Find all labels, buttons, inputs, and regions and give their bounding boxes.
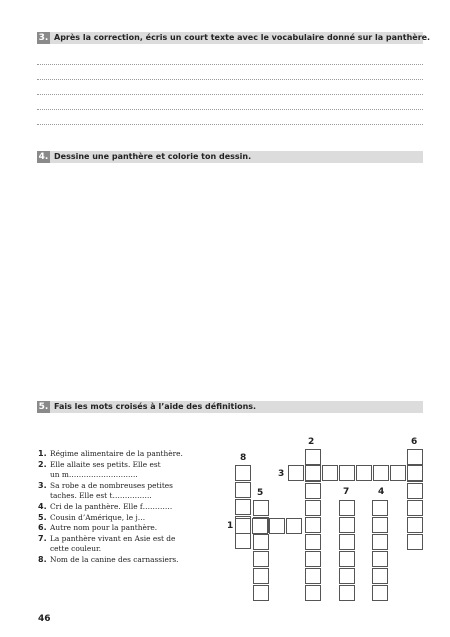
definition-number: 3. (38, 480, 47, 490)
crossword-cell[interactable] (286, 518, 302, 534)
crossword-cell[interactable] (339, 465, 355, 481)
definition-2 (38, 460, 208, 481)
drawing-area[interactable] (37, 170, 423, 395)
definition-text: un m………………………. (50, 470, 138, 480)
definition-number: 6. (38, 523, 47, 533)
crossword-cell[interactable] (372, 551, 388, 567)
definition-text: Nom de la canine des carnassiers. (50, 554, 179, 564)
section-4-header (37, 151, 423, 163)
definition-number: 4. (38, 501, 47, 511)
crossword-cell[interactable] (253, 500, 269, 516)
definition-number: 8. (38, 554, 47, 564)
crossword-cell[interactable] (372, 585, 388, 601)
crossword-cell[interactable] (235, 533, 251, 549)
crossword-cell[interactable] (322, 465, 338, 481)
writing-line-1[interactable] (37, 64, 423, 65)
crossword-cell[interactable] (305, 534, 321, 550)
definition-number: 7. (38, 533, 47, 543)
definition-text: Cousin d’Amérique, le j… (50, 512, 146, 522)
crossword-cell[interactable] (339, 517, 355, 533)
crossword-cell[interactable] (372, 534, 388, 550)
crossword-cell[interactable] (305, 465, 321, 481)
crossword-clue-number: 6 (411, 437, 418, 447)
definition-3 (38, 481, 208, 502)
crossword-cell[interactable] (235, 465, 251, 481)
crossword-cell[interactable] (235, 482, 251, 498)
writing-line-4[interactable] (37, 109, 423, 110)
definition-number: 5. (38, 512, 47, 522)
section-5-header (37, 401, 423, 413)
crossword-clue-number: 7 (343, 487, 350, 497)
crossword-clue-number: 4 (378, 487, 385, 497)
page-number: 46 (38, 614, 51, 624)
crossword-cell[interactable] (339, 585, 355, 601)
section-5-title: Fais les mots croisés à l’aide des définitions. (54, 402, 257, 411)
crossword-cell[interactable] (305, 585, 321, 601)
section-3-title: Après la correction, écris un court texte avec le vocabulaire donné sur la panthère. (54, 33, 431, 42)
crossword-cell[interactable] (288, 465, 304, 481)
crossword-cell[interactable] (305, 551, 321, 567)
writing-line-2[interactable] (37, 79, 423, 80)
definition-1 (38, 449, 208, 460)
definition-text: La panthère vivant en Asie est de (50, 533, 176, 543)
definition-number: 2. (38, 459, 47, 469)
crossword-cell[interactable] (390, 465, 406, 481)
definition-text: Régime alimentaire de la panthère. (50, 449, 183, 458)
writing-line-3[interactable] (37, 94, 423, 95)
crossword-cell[interactable] (407, 483, 423, 499)
section-3-number: 3. (38, 33, 49, 43)
crossword-cell[interactable] (339, 568, 355, 584)
crossword-cell[interactable] (235, 518, 251, 534)
crossword-cell[interactable] (235, 499, 251, 515)
section-3-header (37, 32, 431, 44)
crossword-clue-number: 2 (308, 437, 315, 447)
definition-4 (38, 502, 208, 513)
crossword-cell[interactable] (305, 449, 321, 465)
definition-number: 1. (38, 449, 47, 458)
section-4-number: 4. (38, 152, 49, 162)
definition-5 (38, 513, 208, 524)
definition-text: taches. Elle est t……………. (50, 491, 152, 501)
crossword-clue-number: 1 (227, 521, 234, 531)
crossword-cell[interactable] (253, 585, 269, 601)
crossword-cell[interactable] (253, 551, 269, 567)
crossword-cell[interactable] (339, 534, 355, 550)
crossword-clue-number: 5 (257, 488, 264, 498)
definition-text: Cri de la panthère. Elle f………… (50, 501, 173, 511)
crossword-cell[interactable] (305, 568, 321, 584)
crossword-cell[interactable] (372, 568, 388, 584)
crossword-clue-number: 8 (240, 453, 247, 463)
crossword-cell[interactable] (253, 568, 269, 584)
crossword-cell[interactable] (305, 483, 321, 499)
crossword-cell[interactable] (372, 517, 388, 533)
crossword-cell[interactable] (269, 518, 285, 534)
crossword-cell[interactable] (339, 551, 355, 567)
crossword-cell[interactable] (372, 500, 388, 516)
definition-6 (38, 523, 208, 534)
crossword-cell[interactable] (252, 518, 268, 534)
crossword-clue-number: 3 (278, 469, 285, 479)
definitions-list (38, 449, 208, 566)
crossword-cell[interactable] (407, 534, 423, 550)
definition-text: Sa robe a de nombreuses petites (50, 480, 173, 490)
crossword-cell[interactable] (305, 500, 321, 516)
section-4-title: Dessine une panthère et colorie ton dessin. (54, 152, 252, 161)
crossword-cell[interactable] (407, 517, 423, 533)
crossword-cell[interactable] (305, 517, 321, 533)
definition-text: Elle allaite ses petits. Elle est (50, 459, 161, 469)
crossword-cell[interactable] (407, 465, 423, 481)
crossword-cell[interactable] (253, 534, 269, 550)
definition-text: Autre nom pour la panthère. (50, 523, 158, 533)
definition-8 (38, 555, 208, 566)
writing-line-5[interactable] (37, 124, 423, 125)
crossword-cell[interactable] (407, 500, 423, 516)
definition-text: cette couleur. (50, 544, 102, 554)
crossword-cell[interactable] (373, 465, 389, 481)
section-5-number: 5. (38, 402, 49, 412)
definition-7 (38, 534, 208, 555)
crossword-cell[interactable] (407, 449, 423, 465)
crossword-cell[interactable] (356, 465, 372, 481)
crossword-cell[interactable] (339, 500, 355, 516)
